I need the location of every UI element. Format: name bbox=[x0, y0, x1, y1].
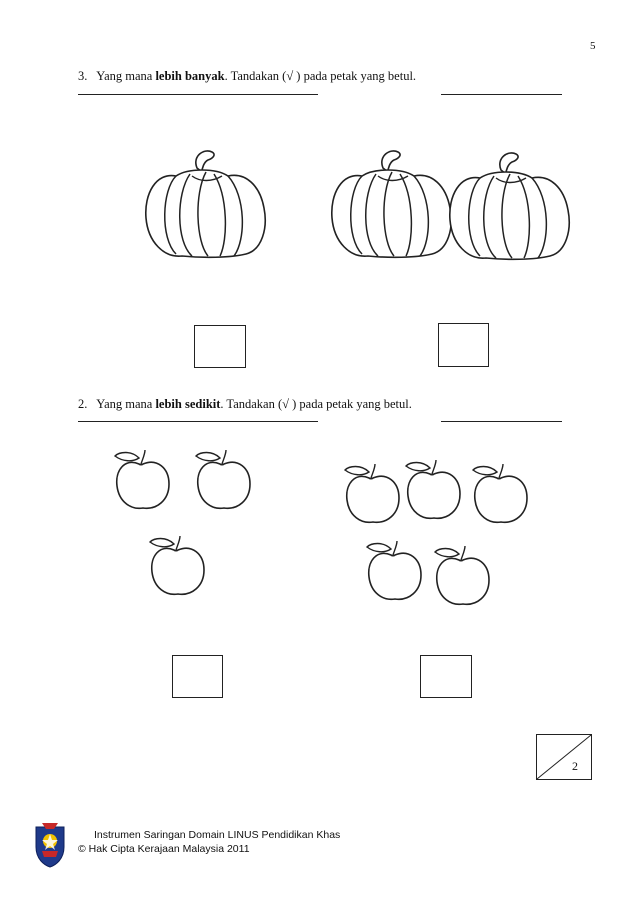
score-box bbox=[536, 734, 592, 780]
question-3-emphasis: lebih banyak bbox=[155, 69, 225, 83]
question-2-number: 2. bbox=[78, 397, 88, 411]
apple-icon bbox=[435, 546, 491, 608]
answer-box-q3-left[interactable] bbox=[194, 325, 246, 368]
question-2-text: 2. Yang mana lebih sedikit. Tandakan (√ ) pada petak yang betul. bbox=[78, 397, 412, 411]
apple-icon bbox=[345, 464, 401, 526]
answer-line-left bbox=[78, 421, 318, 422]
pumpkin-icon bbox=[328, 146, 456, 262]
footer-line-1: Instrumen Saringan Domain LINUS Pendidikan Khas bbox=[94, 829, 341, 841]
footer-text bbox=[78, 828, 340, 856]
apple-icon bbox=[367, 541, 423, 603]
answer-box-q2-left[interactable] bbox=[172, 655, 223, 698]
pumpkin-icon bbox=[446, 148, 574, 264]
answer-box-q2-right[interactable] bbox=[420, 655, 472, 698]
footer-line-2: © Hak Cipta Kerajaan Malaysia 2011 bbox=[78, 843, 250, 855]
question-2-emphasis: lebih sedikit bbox=[155, 397, 221, 411]
page-number: 5 bbox=[590, 40, 596, 52]
score-value: 2 bbox=[572, 759, 578, 773]
apple-icon bbox=[115, 450, 171, 512]
answer-line-left bbox=[78, 94, 318, 95]
question-3-number: 3. bbox=[78, 69, 88, 83]
answer-line-right bbox=[441, 421, 562, 422]
pumpkin-icon bbox=[142, 146, 270, 262]
apple-icon bbox=[196, 450, 252, 512]
answer-line-right bbox=[441, 94, 562, 95]
score-box-diagonal bbox=[537, 735, 591, 779]
apple-icon bbox=[150, 536, 206, 598]
question-3-text: 3. Yang mana lebih banyak. Tandakan (√ ) pada petak yang betul. bbox=[78, 69, 417, 83]
apple-icon bbox=[473, 464, 529, 526]
apple-icon bbox=[406, 460, 462, 522]
ministry-crest-icon bbox=[30, 819, 70, 869]
answer-box-q3-right[interactable] bbox=[438, 323, 489, 367]
